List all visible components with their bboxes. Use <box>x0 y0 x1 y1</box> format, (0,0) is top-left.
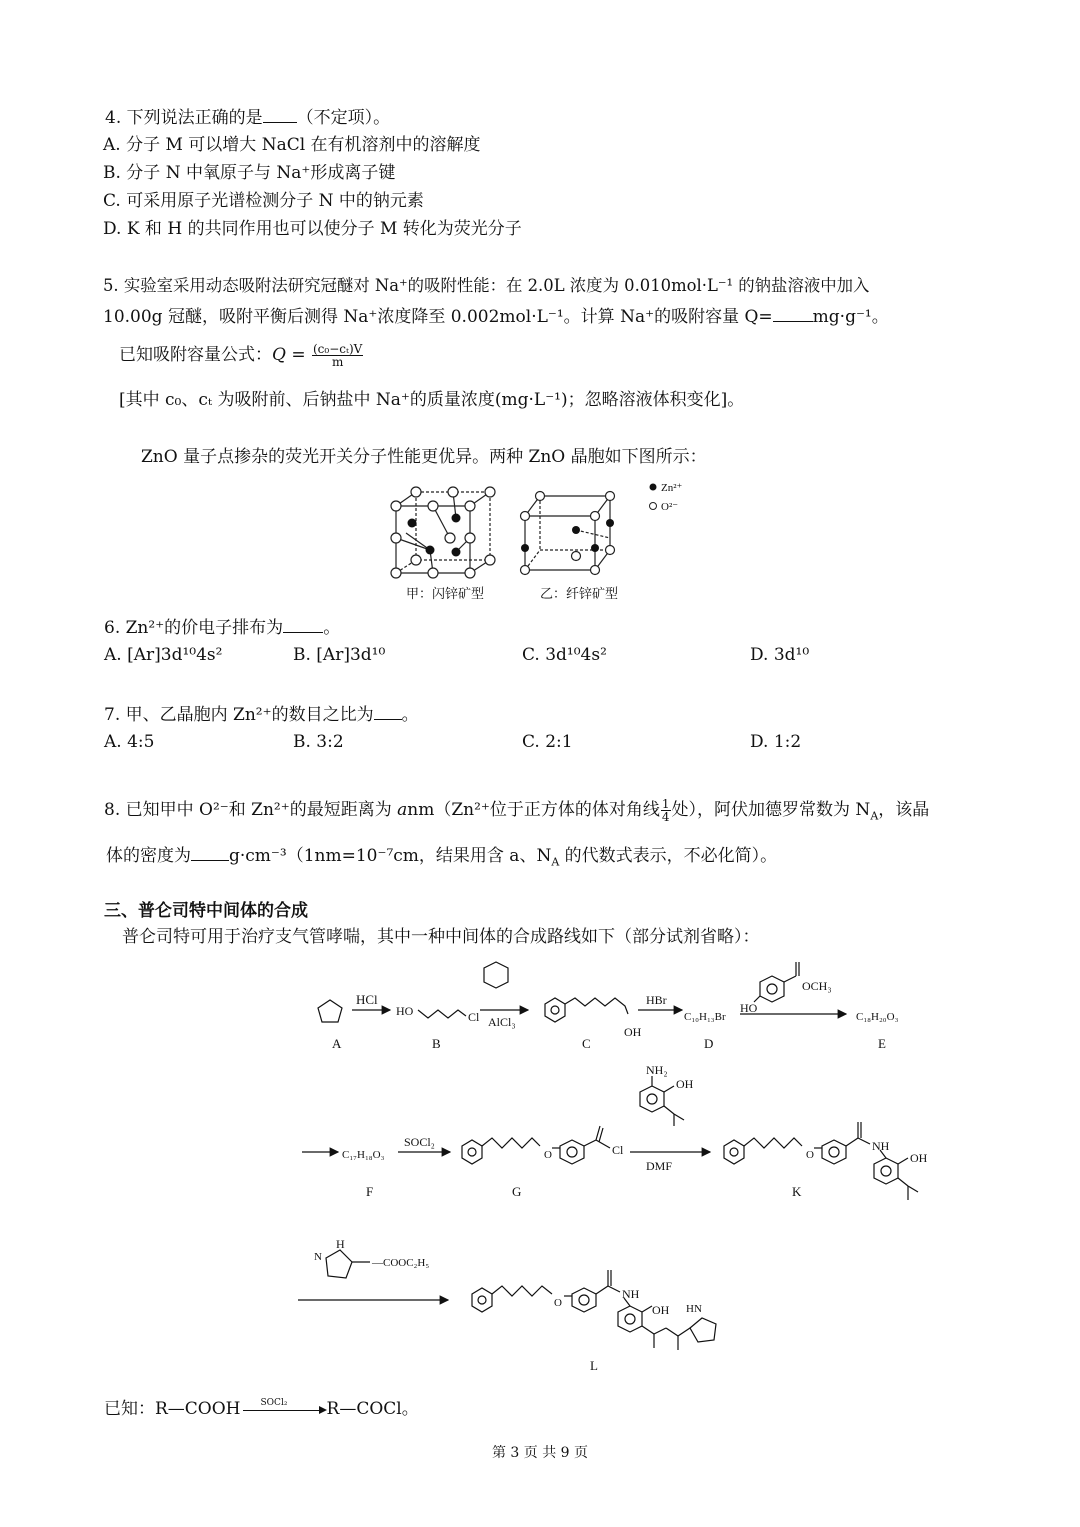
known-arrow: SOCl₂ <box>241 1403 327 1417</box>
caption-sphalerite: 甲：闪锌矿型 <box>406 586 485 601</box>
q4-option-a: A. 分子 M 可以增大 NaCl 在有机溶剂中的溶解度 <box>103 135 481 155</box>
q7-option-d: D. 1:2 <box>750 732 802 752</box>
q7-option-b: B. 3:2 <box>293 732 344 752</box>
tetrazole-n1: N <box>314 1251 322 1263</box>
label-d: D <box>704 1036 714 1051</box>
page-footer: 第 3 页 共 9 页 <box>491 1445 589 1461</box>
compound-a-ring <box>318 1000 342 1022</box>
sphalerite-o-ions <box>391 487 495 578</box>
legend-o-dot <box>650 503 657 510</box>
l-oh: OH <box>652 1303 670 1317</box>
wurtzite-cell <box>525 496 610 570</box>
reagent-dmf: DMF <box>646 1159 673 1173</box>
label-g: G <box>512 1184 522 1199</box>
q5-answer-blank[interactable] <box>773 305 813 322</box>
q7-answer-blank[interactable] <box>374 703 402 720</box>
k-nh: NH <box>872 1139 890 1153</box>
q6-option-b: B. [Ar]3d¹⁰ <box>293 645 386 665</box>
b-cl: Cl <box>468 1010 480 1024</box>
q6-option-a: A. [Ar]3d¹⁰4s² <box>104 645 223 665</box>
b-ho: HO <box>396 1004 414 1018</box>
q7-stem: 7. 甲、乙晶胞内 Zn²⁺的数目之比为 。 <box>104 705 419 725</box>
synthesis-scheme <box>290 958 930 1378</box>
label-b: B <box>432 1036 441 1051</box>
legend-o: O²⁻ <box>661 501 679 513</box>
sphalerite-cell <box>396 492 490 573</box>
reagent-oh: OH <box>676 1077 694 1091</box>
q6-option-c: C. 3d¹⁰4s² <box>522 645 607 665</box>
q4-option-c: C. 可采用原子光谱检测分子 N 中的钠元素 <box>103 191 424 211</box>
legend-zn: Zn²⁺ <box>661 482 683 494</box>
q8-line2: 体的密度为 g·cm⁻³（1nm=10⁻⁷cm，结果用含 a、$N_A$ 的代数式表示，不必化简）。 <box>106 846 778 869</box>
caption-wurtzite: 乙：纤锌矿型 <box>540 586 619 601</box>
q7-option-c: C. 2:1 <box>522 732 573 752</box>
legend-zn-dot <box>650 484 657 491</box>
l-nh: NH <box>622 1287 640 1301</box>
wurtzite-zn-ions <box>521 519 614 552</box>
q4-stem: 4. 下列说法正确的是 （不定项）。 <box>105 108 391 128</box>
zno-intro: ZnO 量子点掺杂的荧光开关分子性能更优异。两种 ZnO 晶胞如下图所示： <box>141 447 707 467</box>
known-reaction: 已知：R—COOH SOCl₂ R—COCl。 <box>104 1397 419 1419</box>
q5-note: [其中 c₀、cₜ 为吸附前、后钠盐中 Na⁺的质量浓度(mg·L⁻¹)；忽略溶液体积变化]。 <box>119 390 745 410</box>
label-e: E <box>878 1036 886 1051</box>
reagent-socl2: SOCl₂ <box>404 1135 435 1149</box>
q4-option-b: B. 分子 N 中氧原子与 Na⁺形成离子键 <box>103 163 396 183</box>
q4-answer-blank[interactable] <box>263 106 297 123</box>
reagent-alcl3: AlCl₃ <box>488 1015 516 1029</box>
formula-f: C₁₇H₁₈O₃ <box>342 1149 385 1161</box>
e-reagent-och3: OCH₃ <box>802 979 832 993</box>
reagent-cooc2h5: —COOC₂H₅ <box>372 1257 430 1269</box>
zno-unit-cell-figure <box>380 478 720 608</box>
c-oh: OH <box>624 1025 642 1039</box>
tetrazole-h: H <box>336 1237 345 1251</box>
formula-d: C₁₀H₁₃Br <box>684 1011 726 1023</box>
q5-line2: 10.00g 冠醚，吸附平衡后测得 Na⁺浓度降至 0.002mol·L⁻¹。计算 Na⁺的吸附容量 Q= mg·g⁻¹。 <box>103 307 889 327</box>
label-f: F <box>366 1184 374 1199</box>
reagent-nh2: NH₂ <box>646 1063 668 1077</box>
l-hn: HN <box>686 1303 702 1315</box>
label-c: C <box>582 1036 591 1051</box>
q8-answer-blank[interactable] <box>191 844 229 861</box>
k-ether-o: O <box>806 1149 814 1161</box>
section3-intro: 普仑司特可用于治疗支气管哮喘，其中一种中间体的合成路线如下（部分试剂省略）： <box>122 927 760 947</box>
label-l: L <box>590 1358 598 1373</box>
q6-answer-blank[interactable] <box>283 616 323 633</box>
l-ether-o: O <box>554 1297 562 1309</box>
section3-title: 三、普仑司特中间体的合成 <box>104 901 308 921</box>
q6-option-d: D. 3d¹⁰ <box>750 645 810 665</box>
reagent-hbr: HBr <box>646 993 667 1007</box>
k-oh: OH <box>910 1151 928 1165</box>
e-reagent-ho: HO <box>740 1001 758 1015</box>
q4-option-d: D. K 和 H 的共同作用也可以使分子 M 转化为荧光分子 <box>103 219 522 239</box>
reagent-hcl: HCl <box>356 992 378 1007</box>
q5-line1: 5. 实验室采用动态吸附法研究冠醚对 Na⁺的吸附性能：在 2.0L 浓度为 0.010mol·L⁻¹ 的钠盐溶液中加入 <box>103 276 870 295</box>
q8-line1: 8. 已知甲中 O²⁻和 Zn²⁺的最短距离为 anm（Zn²⁺位于正方体的体对角线 $\frac{1}{4}$ 处），阿伏加德罗常数为 $N_A$，该晶 <box>104 797 930 824</box>
q5-formula: 已知吸附容量公式：Q = $\frac{\text{(c₀−cₜ)V}}{m}$ <box>119 342 363 369</box>
q7-option-a: A. 4:5 <box>104 732 155 752</box>
formula-e: C₁₈H₂₀O₃ <box>856 1011 899 1023</box>
g-cl: Cl <box>612 1143 624 1157</box>
g-ether-o: O <box>544 1149 552 1161</box>
label-k: K <box>792 1184 802 1199</box>
q6-stem: 6. Zn²⁺的价电子排布为 。 <box>104 618 341 638</box>
label-a: A <box>332 1036 342 1051</box>
